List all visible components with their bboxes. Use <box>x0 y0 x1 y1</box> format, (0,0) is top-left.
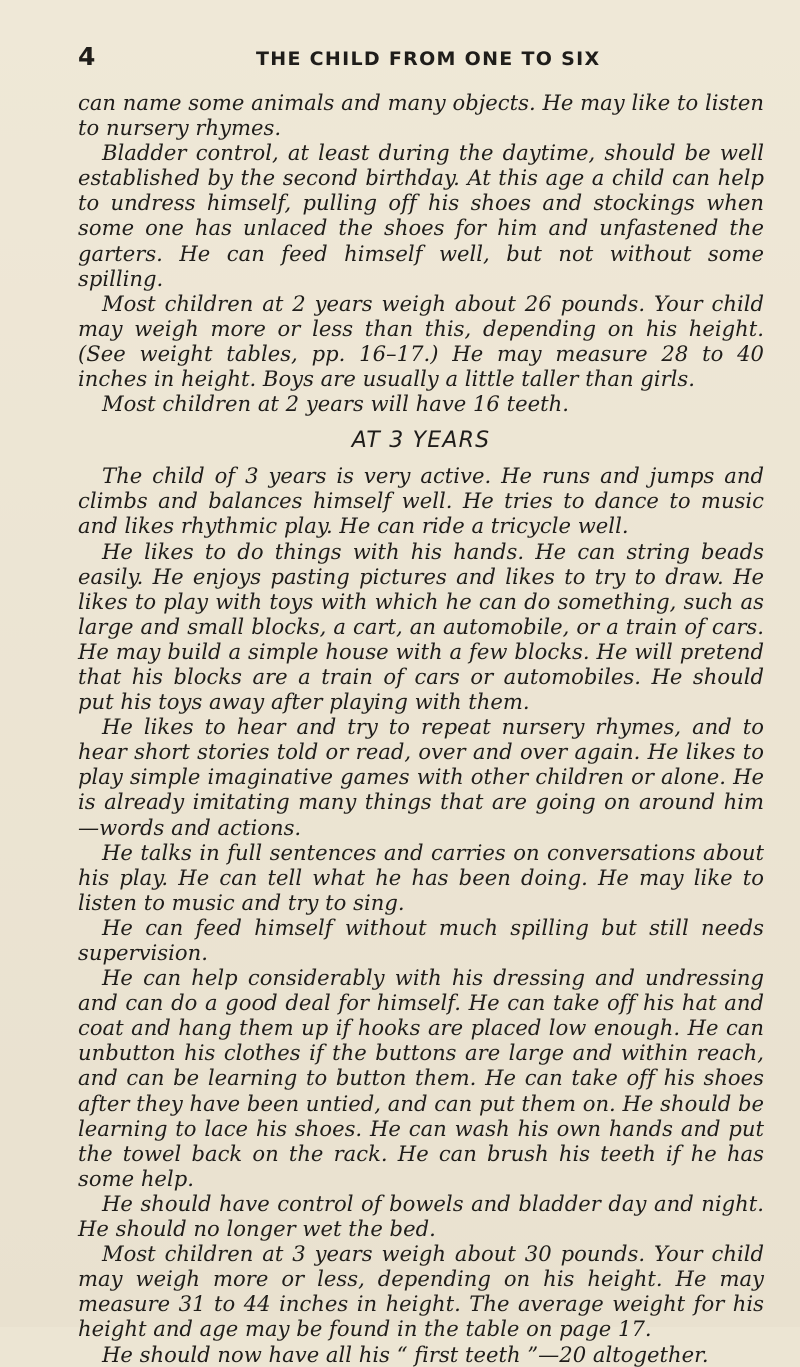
section-paragraph: He likes to hear and try to repeat nursery rhymes, and to hear short stories told or read, over and over again. He likes to play simple imaginative games with other children or alone. He is already imitating many things that are going on around him—words and actions. <box>78 714 764 840</box>
section-heading: AT 3 YEARS <box>351 428 491 454</box>
body-text <box>78 90 764 1367</box>
section-paragraph: He can feed himself without much spilling but still needs supervision. <box>78 914 764 965</box>
section-paragraph: He likes to do things with his hands. He can string beads easily. He enjoys pasting pictures and likes to try to draw. He likes to play with toys with which he can do something, such as large and small blocks, a cart, an automobile, or a train of cars. He may build a simple house with a few blocks. He will pretend that his blocks are a train of cars or automobiles. He should put his toys away after playing with them. <box>78 538 764 715</box>
intro-paragraph: Most children at 2 years weigh about 26 pounds. Your child may weigh more or less than this, depending on his height. (See weight tables, pp. 16–17.) He may measure 28 to 40 inches in height. Boys are usually a little taller than girls. <box>78 290 764 392</box>
intro-paragraph: Most children at 2 years will have 16 teeth. <box>102 391 569 417</box>
section-paragraph: He should now have all his “ first teeth ”—20 altogether. <box>102 1341 709 1367</box>
section-paragraph: The child of 3 years is very active. He runs and jumps and climbs and balances himself well. He tries to dance to music and likes rhythmic play. He can ride a tricycle well. <box>78 463 764 539</box>
section-paragraph: He should have control of bowels and bladder day and night. He should no longer wet the bed. <box>78 1190 764 1242</box>
page-number: 4 <box>78 42 96 71</box>
section-paragraph: He can help considerably with his dressing and undressing and can do a good deal for himself. He can take off his hat and coat and hang them up if hooks are placed low enough. He can unbutton his clothes if the buttons are large and within reach, and can be learning to button them. He can take off his shoes after they have been untied, and can put them on. He should be learning to lace his shoes. He can wash his own hands and put the towel back on the rack. He can brush his teeth if he has some help. <box>78 965 764 1191</box>
section-paragraph: He talks in full sentences and carries on conversations about his play. He can tell what he has been doing. He may like to listen to music and try to sing. <box>78 839 764 915</box>
page-header <box>78 42 764 76</box>
intro-paragraph: Bladder control, at least during the daytime, should be well established by the second birthday. At this age a child can help to undress himself, pulling off his shoes and stockings when some one has unlaced the shoes for him and unfastened the garters. He can feed himself well, but not without some spilling. <box>78 140 764 291</box>
intro-paragraph: can name some animals and many objects. He may like to listen to nursery rhymes. <box>78 90 764 141</box>
section-paragraph: Most children at 3 years weigh about 30 pounds. Your child may weigh more or less, depending on his height. He may measure 31 to 44 inches in height. The average weight for his height and age may be found in the table on page 17. <box>78 1241 764 1342</box>
running-title: THE CHILD FROM ONE TO SIX <box>256 48 601 70</box>
